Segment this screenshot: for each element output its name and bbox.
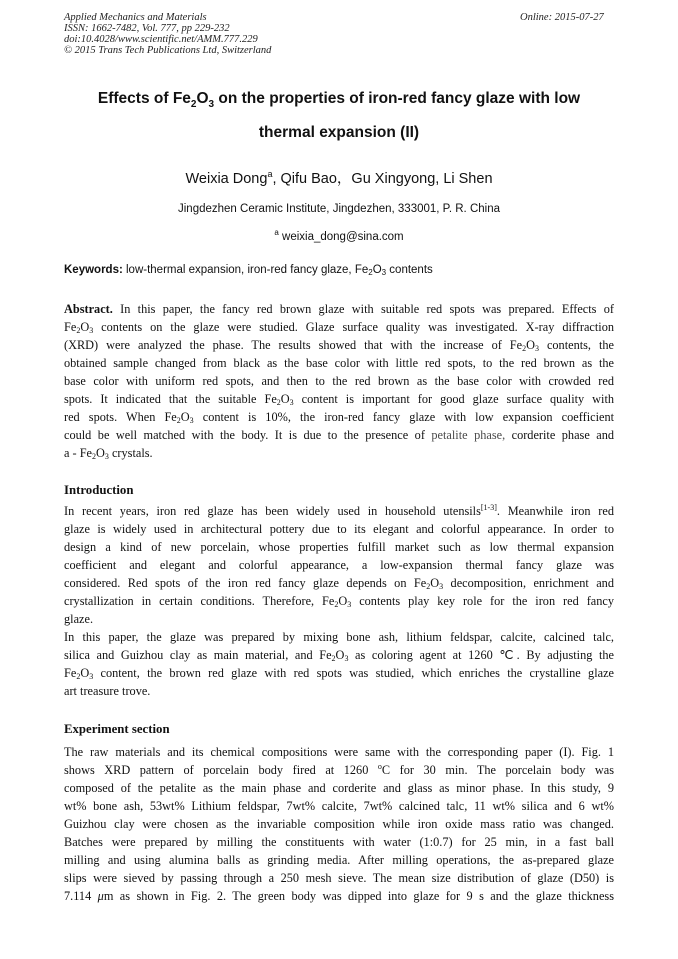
author-email: $^a$ weixia_dong@sina.com xyxy=(274,228,404,243)
copyright: © 2015 Trans Tech Publications Ltd, Switzerland xyxy=(64,45,272,56)
affiliation: Jingdezhen Ceramic Institute, Jingdezhen, 333001, P. R. China xyxy=(178,203,500,215)
journal-header xyxy=(64,12,271,56)
experiment-body: The raw materials and its chemical compositions were same with the corresponding paper (I). Fig. 1 shows XRD pattern of porcelain body fired at 1260 $^o$C for 30 min. The porcelain body was composed of the petalite as the main phase and corderite and glass as minor phase. In this study, 9 wt% bone ash, 53wt% Lithium feldspar, 7wt% calcite, 7wt% calcined talc, 11 wt% silica and 6 wt% Guizhou clay were chosen as the invariable composition while iron oxide mass ratio was changed. Batches were prepared by milling the constituents with water (1:0.7) for 25 min, in a fast ball milling and using alumina balls as grinding media. After milling operations, the as-prepared glaze slips were sieved by passing through a 250 mesh sieve. The mean size distribution of glaze (D50) is 7.114 μm as shown in Fig. 2. The green body was dipped into glaze for 9 s and the glaze thickness xyxy=(64,745,614,903)
journal-name: Applied Mechanics and Materials xyxy=(64,12,207,23)
paper-title-line2: thermal expansion (II) xyxy=(258,124,420,141)
keywords: Keywords: low-thermal expansion, iron-red fancy glaze, $Fe_2O_3$ contents xyxy=(64,264,433,277)
online-date: Online: 2015-07-27 xyxy=(520,12,604,23)
issn: ISSN: 1662-7482, Vol. 777, pp 229-232 xyxy=(64,23,230,34)
abstract: Abstract. In this paper, the fancy red brown glaze with suitable red spots was prepared. Effects of $Fe_2O_3$ contents on the glaze were studied. Glaze surface quality was investigated. X-ray diffraction (XRD) were analyzed the phase. The results showed that with the increase of $Fe_2O_3$ contents, the obtained sample changed from black as the base color with little red spots, to the red brown as the base color with uniform red spots, and then to the red brown as the base color with crowded red spots. It indicated that the suitable $Fe_2O_3$ content is important for good glaze surface quality with red spots. When $Fe_2O_3$ content is 10%, the iron-red fancy glaze with low expansion coefficient could be well matched with the body. It is due to the presence of petalite phase, corderite phase and a - $Fe_2O_3$ crystals. xyxy=(64,302,615,461)
authors: Weixia Dong$^a$, Qifu Bao，Gu Xingyong, Li Shen xyxy=(185,169,493,187)
abstract-label: Abstract. xyxy=(64,302,113,316)
experiment-heading: Experiment section xyxy=(64,722,170,736)
keywords-label: Keywords: xyxy=(64,264,123,276)
introduction-heading: Introduction xyxy=(64,483,134,497)
citation-ref: [1-3] xyxy=(480,503,497,512)
introduction-body: In recent years, iron red glaze has been widely used in household utensils[1-3]. Meanwhile iron red glaze is widely used in architectural pottery due to its elegant and colorful appearance. In order to design a kind of new porcelain, whose properties fulfill market such as low thermal expansion coefficient and elegant and colorful appearance, a low-expansion thermal fancy glaze was considered. Red spots of the iron red fancy glaze depends on $Fe_2O_3$ decomposition, enrichment and crystallization in certain conditions. Therefore, $Fe_2O_3$ contents play key role for the iron red fancy glaze. In this paper, the glaze was prepared by mixing bone ash, lithium feldspar, calcite, calcined talc, silica and Guizhou clay as main material, and $Fe_2O_3$ as coloring agent at 1260 ℃. By adjusting the $Fe_2O_3$ content, the brown red glaze with red spots was studied, which enriches the crystalline glaze art treasure trove. xyxy=(64,503,615,698)
paper-title: Effects of $Fe_2O_3$ on the properties of iron-red fancy glaze with low xyxy=(97,90,581,111)
doi: doi:10.4028/www.scientific.net/AMM.777.229 xyxy=(64,34,258,45)
